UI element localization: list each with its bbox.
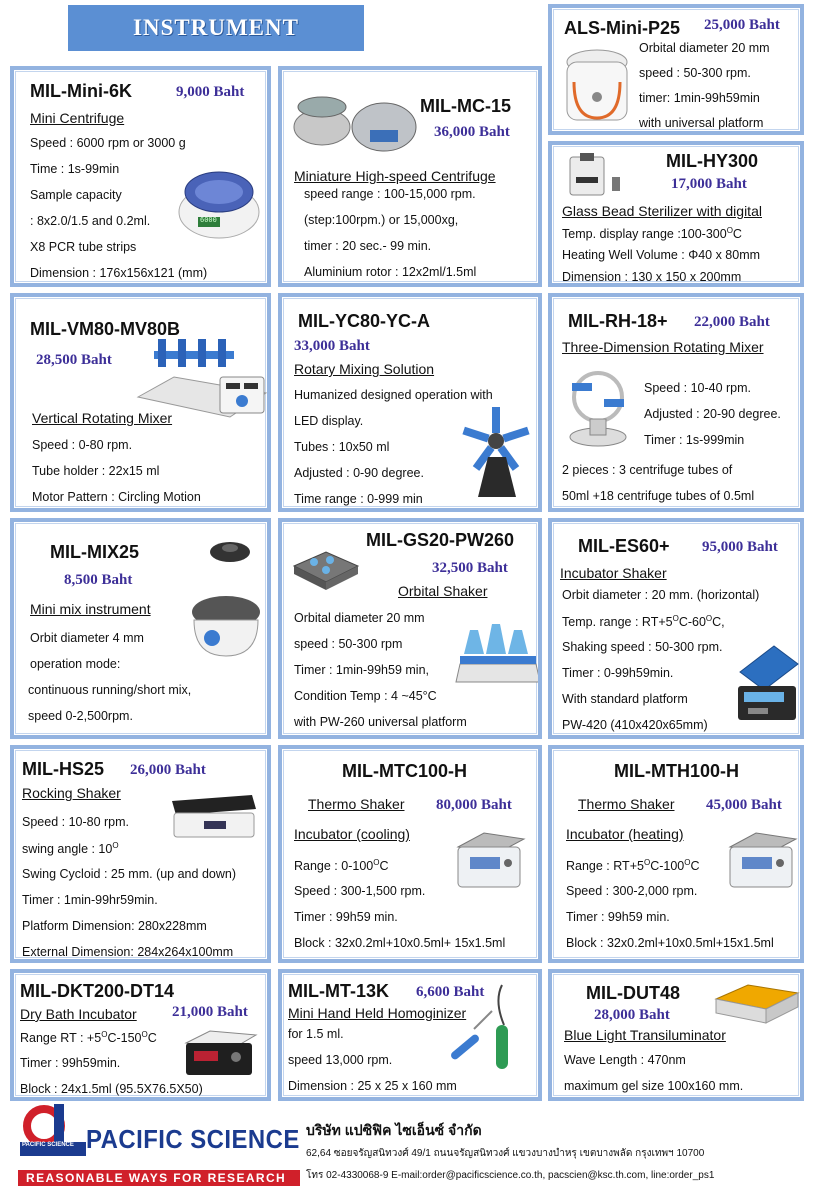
spec-line: speed 0-2,500rpm. (28, 709, 133, 723)
product-model: MIL-ES60+ (578, 536, 670, 556)
spec-line: 50ml +18 centrifuge tubes of 0.5ml (562, 489, 755, 503)
product-model: MIL-DUT48 (586, 983, 680, 1003)
spec-line: Block : 24x1.5ml (95.5X76.5X50) (20, 1082, 203, 1096)
spec-line: Aluminium rotor : 12x2ml/1.5ml (304, 265, 477, 279)
spec-line: Wave Length : 470nm (564, 1053, 686, 1067)
product-price: 25,000 Baht (704, 17, 780, 33)
product-price: 8,500 Baht (64, 572, 133, 588)
product-card-mil-hy300 (548, 141, 804, 287)
product-price: 80,000 Baht (436, 797, 512, 813)
dry-bath-image (180, 1027, 260, 1083)
product-card-mil-mt-13k (278, 969, 542, 1101)
product-subtitle: Thermo Shaker (308, 796, 405, 812)
spec-line: Shaking speed : 50-300 rpm. (562, 640, 723, 654)
spec-line: Speed : 10-80 rpm. (22, 815, 130, 829)
spec-line: Time : 1s-99min (30, 162, 120, 176)
product-subtitle: Mini mix instrument (30, 601, 151, 617)
product-subtitle: Orbital Shaker (398, 583, 488, 599)
spec-line: Timer : 1min-99h59 min, (294, 663, 429, 677)
spec-line: Timer : 99h59 min. (294, 910, 398, 924)
product-subtitle: Dry Bath Incubator (20, 1006, 137, 1022)
spec-line: speed 13,000 rpm. (288, 1053, 393, 1067)
spec-line: continuous running/short mix, (28, 683, 192, 697)
spec-line: External Dimension: 284x264x100mm (22, 945, 234, 959)
spec-line: Orbit diameter 4 mm (30, 631, 144, 645)
spec-line: Sample capacity (30, 188, 122, 202)
product-subtitle: Miniature High-speed Centrifuge (294, 168, 496, 184)
thermo-shaker-heating-image (722, 829, 802, 895)
product-card-mil-dut48 (548, 969, 804, 1101)
high-speed-centrifuge-image (290, 82, 418, 164)
spec-line: Adjusted : 0-90 degree. (294, 466, 424, 480)
spec-line: Range RT : $+5^OC-150^OC$ (20, 1030, 157, 1046)
product-price: 28,500 Baht (36, 352, 112, 368)
orbital-shaker-image (562, 42, 632, 134)
spec-line: Condition Temp : 4 ~45°C (294, 689, 437, 703)
product-model: MIL-HS25 (22, 759, 105, 779)
product-model: MIL-MC-15 (420, 96, 511, 116)
spec-line: Time range : 0-999 min (294, 492, 423, 506)
spec-line: Timer : 99h59min. (20, 1056, 121, 1070)
product-card-mil-mc-15 (278, 66, 542, 287)
product-price: 26,000 Baht (130, 762, 206, 778)
spec-line: for 1.5 ml. (288, 1027, 344, 1041)
product-model: MIL-MTH100-H (614, 761, 739, 781)
product-model: MIL-MTC100-H (342, 761, 467, 781)
product-card-mil-mth100-h (548, 745, 804, 963)
bead-sterilizer-image (566, 151, 628, 203)
product-model: MIL-HY300 (666, 151, 759, 171)
spec-line: Adjusted : 20-90 degree. (644, 407, 781, 421)
product-card-mil-dkt200-dt14 (10, 969, 271, 1101)
spec-line: Temp. display range $:100-300^OC$ (562, 226, 742, 242)
spec-line: Tube holder : 22x15 ml (32, 464, 160, 478)
spec-line: Heating Well Volume : Φ40 x 80mm (562, 248, 761, 262)
product-subtitle: Thermo Shaker (578, 796, 675, 812)
product-subtitle: Mini Centrifuge (30, 110, 125, 126)
spec-line: : 8x2.0/1.5 and 0.2ml. (30, 214, 151, 228)
spec-line: Orbital diameter 20 mm (639, 41, 770, 55)
spec-line: X8 PCR tube strips (30, 240, 137, 254)
product-card-mil-yc80-yc-a (278, 293, 542, 512)
thermo-shaker-cooling-image (450, 829, 530, 895)
product-model: MIL-YC80-YC-A (298, 311, 431, 331)
product-card-mil-mix25 (10, 518, 271, 739)
product-model: ALS-Mini-P25 (564, 18, 681, 38)
spec-line: Timer : 1min-99hr59min. (22, 893, 158, 907)
product-subtitle-2: Incubator (cooling) (294, 826, 410, 842)
orbital-shaker-flasks-image (450, 606, 542, 688)
product-model: MIL-Mini-6K (30, 81, 132, 101)
spec-line: With standard platform (562, 692, 688, 706)
spec-line: with PW-260 universal platform (294, 715, 467, 729)
company-name-thai: บริษัท แปซิฟิค ไซเอ็นซ์ จำกัด (306, 1122, 482, 1138)
spec-line: Timer : 1s-999min (644, 433, 745, 447)
spec-line: Range : $RT+5^OC-100^OC$ (566, 858, 700, 874)
spec-line: speed : 50-300 rpm (294, 637, 403, 651)
spec-line: Orbit diameter : 20 mm. (horizontal) (562, 588, 760, 602)
spec-line: Dimension : 176x156x121 (mm) (30, 266, 208, 280)
product-subtitle: Vertical Rotating Mixer (32, 410, 173, 426)
product-card-mil-mtc100-h (278, 745, 542, 963)
spec-line: timer: 1min-99h59min (639, 91, 760, 105)
logo-small-text: PACIFIC SCIENCE (22, 1142, 74, 1148)
product-price: 33,000 Baht (294, 338, 370, 354)
spec-line: Range : $0-100^OC$ (294, 858, 389, 874)
product-card-als-mini-p25 (548, 4, 804, 135)
spec-line: Speed : 6000 rpm or 3000 g (30, 136, 186, 150)
product-price: 95,000 Baht (702, 539, 778, 555)
product-subtitle: Incubator Shaker (560, 565, 667, 581)
spec-line: Dimension : 130 x 150 x 200mm (562, 270, 742, 284)
spec-line: Platform Dimension: 280x228mm (22, 919, 207, 933)
product-price: 32,500 Baht (432, 560, 508, 576)
product-model: MIL-GS20-PW260 (366, 530, 515, 550)
centrifuge-display: 6000 (200, 216, 217, 224)
spec-line: Speed : 10-40 rpm. (644, 381, 752, 395)
spec-line: Timer : 99h59 min. (566, 910, 670, 924)
spec-line: Humanized designed operation with (294, 388, 493, 402)
tagline: REASONABLE WAYS FOR RESEARCH (26, 1171, 287, 1185)
homogenizer-image (440, 981, 516, 1081)
product-subtitle-2: Incubator (heating) (566, 826, 684, 842)
product-subtitle: Mini Hand Held Homoginizer (288, 1005, 467, 1021)
spec-line: Block : 32x0.2ml+10x0.5ml+ 15x1.5ml (294, 936, 506, 950)
product-card-mil-vm80-mv80b (10, 293, 271, 512)
mini-centrifuge-image (176, 162, 262, 242)
product-model: MIL-MT-13K (288, 981, 389, 1001)
mini-mixer-image (184, 530, 270, 670)
product-price: 28,000 Baht (594, 1007, 670, 1023)
spec-line: Timer : 0-99h59min. (562, 666, 674, 680)
spec-line: Orbital diameter 20 mm (294, 611, 425, 625)
company-address: 62,64 ซอยจรัญสนิทวงศ์ 49/1 ถนนจรัญสนิทวงศ์ แขวงบางบำหรุ เขตบางพลัด กรุงเทพฯ 10700 (306, 1148, 705, 1159)
spec-line: Dimension : 25 x 25 x 160 mm (288, 1079, 457, 1093)
product-price: 22,000 Baht (694, 314, 770, 330)
rotary-mixer-image (460, 407, 538, 503)
product-price: 17,000 Baht (671, 176, 747, 192)
rocking-shaker-image (164, 787, 260, 845)
spec-line: timer : 20 sec.- 99 min. (304, 239, 432, 253)
product-card-mil-mini-6k (10, 66, 271, 287)
spec-line: Swing Cycloid : 25 mm. (up and down) (22, 867, 236, 881)
spec-line: Speed : 0-80 rpm. (32, 438, 133, 452)
product-card-mil-gs20-pw260 (278, 518, 542, 739)
product-price: 9,000 Baht (176, 84, 245, 100)
product-subtitle: Three-Dimension Rotating Mixer (562, 339, 764, 355)
transilluminator-image (708, 979, 802, 1033)
product-price: 21,000 Baht (172, 1004, 248, 1020)
product-subtitle: Glass Bead Sterilizer with digital (562, 203, 762, 219)
spec-line: speed range : 100-15,000 rpm. (304, 187, 476, 201)
spec-line: Speed : 300-1,500 rpm. (294, 884, 426, 898)
3d-rotating-mixer-image (558, 363, 640, 449)
spec-line: swing angle : $10^O$ (22, 841, 119, 857)
spec-line: 2 pieces : 3 centrifuge tubes of (562, 463, 733, 477)
spec-line: operation mode: (30, 657, 121, 671)
product-subtitle: Rotary Mixing Solution (294, 361, 435, 377)
spec-line: Speed : 300-2,000 rpm. (566, 884, 698, 898)
product-model: MIL-DKT200-DT14 (20, 981, 175, 1001)
product-price: 45,000 Baht (706, 797, 782, 813)
product-subtitle: Blue Light Transiluminator (564, 1027, 726, 1043)
product-card-mil-es60 (548, 518, 804, 739)
incubator-shaker-image (734, 642, 800, 728)
spec-line: with universal platform (639, 116, 764, 130)
spec-line: Block : 32x0.2ml+10x0.5ml+15x1.5ml (566, 936, 774, 950)
product-card-mil-rh-18 (548, 293, 804, 512)
pacific-science-logo-mark (18, 1102, 90, 1164)
product-model: MIL-RH-18+ (568, 311, 668, 331)
section-banner: INSTRUMENT (68, 5, 364, 51)
shaker-platform-image (290, 538, 362, 594)
product-model: MIL-VM80-MV80B (30, 319, 181, 339)
product-price: 36,000 Baht (434, 124, 510, 140)
spec-line: maximum gel size 100x160 mm. (564, 1079, 744, 1093)
product-model: MIL-MIX25 (50, 542, 140, 562)
spec-line: Temp. range : $RT+5^OC-60^OC$, (562, 614, 725, 630)
product-card-mil-hs25 (10, 745, 271, 963)
spec-line: LED display. (294, 414, 364, 428)
company-contact: โทร 02-4330068-9 E-mail:order@pacificscience.co.th, pacscien@ksc.th.com, line:order_ps1 (306, 1170, 715, 1181)
spec-line: speed : 50-300 rpm. (639, 66, 751, 80)
spec-line: PW-420 (410x420x65mm) (562, 718, 708, 732)
spec-line: Motor Pattern : Circling Motion (32, 490, 201, 504)
brand-name: PACIFIC SCIENCE (86, 1124, 300, 1154)
product-subtitle: Rocking Shaker (22, 785, 121, 801)
spec-line: Tubes : 10x50 ml (294, 440, 390, 454)
spec-line: (step:100rpm.) or 15,000xg, (304, 213, 459, 227)
product-price: 6,600 Baht (416, 984, 485, 1000)
